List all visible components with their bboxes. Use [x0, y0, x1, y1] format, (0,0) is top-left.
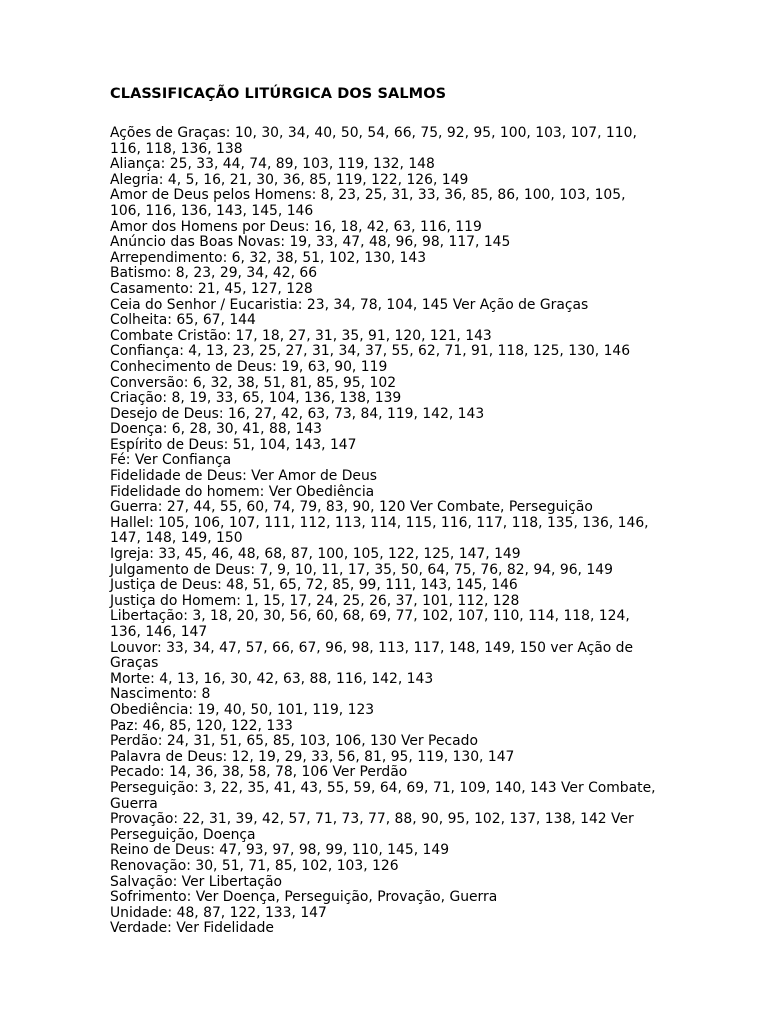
list-item: Alegria: 4, 5, 16, 21, 30, 36, 85, 119, 122, 126, 149 — [110, 171, 469, 188]
list-item: Salvação: Ver Libertação — [110, 873, 283, 890]
list-item: Fidelidade de Deus: Ver Amor de Deus — [110, 468, 377, 485]
list-item: Guerra: 27, 44, 55, 60, 74, 79, 83, 90, 120 Ver Combate, Perseguição — [110, 499, 593, 516]
list-item: Ações de Graças: 10, 30, 34, 40, 50, 54, 66, 75, 92, 95, 100, 103, 107, 110, 116, 118, 136, 138 — [110, 125, 637, 157]
list-item: Batismo: 8, 23, 29, 34, 42, 66 — [110, 265, 318, 282]
list-item: Nascimento: 8 — [110, 686, 211, 703]
list-item: Palavra de Deus: 12, 19, 29, 33, 56, 81, 95, 119, 130, 147 — [110, 748, 515, 765]
list-item: Morte: 4, 13, 16, 30, 42, 63, 88, 116, 142, 143 — [110, 670, 434, 687]
list-item: Ceia do Senhor / Eucaristia: 23, 34, 78, 104, 145 Ver Ação de Graças — [110, 296, 589, 313]
list-item: Fé: Ver Confiança — [110, 452, 232, 469]
list-item: Conhecimento de Deus: 19, 63, 90, 119 — [110, 358, 388, 375]
list-item: Obediência: 19, 40, 50, 101, 119, 123 — [110, 701, 375, 718]
list-item: Aliança: 25, 33, 44, 74, 89, 103, 119, 132, 148 — [110, 156, 435, 173]
list-item: Anúncio das Boas Novas: 19, 33, 47, 48, 96, 98, 117, 145 — [110, 234, 511, 251]
list-item: Julgamento de Deus: 7, 9, 10, 11, 17, 35, 50, 64, 75, 76, 82, 94, 96, 149 — [110, 561, 613, 578]
list-item: Libertação: 3, 18, 20, 30, 56, 60, 68, 69, 77, 102, 107, 110, 114, 118, 124, 136, 146, 147 — [110, 608, 630, 640]
list-item: Verdade: Ver Fidelidade — [110, 920, 274, 937]
list-item: Casamento: 21, 45, 127, 128 — [110, 280, 313, 297]
list-item: Desejo de Deus: 16, 27, 42, 63, 73, 84, 119, 142, 143 — [110, 405, 485, 422]
list-item: Amor de Deus pelos Homens: 8, 23, 25, 31, 33, 36, 85, 86, 100, 103, 105, 106, 116, 136, 143, 145, 146 — [110, 187, 626, 219]
list-item: Justiça de Deus: 48, 51, 65, 72, 85, 99, 111, 143, 145, 146 — [110, 577, 518, 594]
list-item: Justiça do Homem: 1, 15, 17, 24, 25, 26, 37, 101, 112, 128 — [110, 592, 520, 609]
list-item: Reino de Deus: 47, 93, 97, 98, 99, 110, 145, 149 — [110, 842, 450, 859]
list-item: Fidelidade do homem: Ver Obediência — [110, 483, 375, 500]
list-item: Espírito de Deus: 51, 104, 143, 147 — [110, 436, 357, 453]
list-item: Combate Cristão: 17, 18, 27, 31, 35, 91, 120, 121, 143 — [110, 327, 492, 344]
list-item: Confiança: 4, 13, 23, 25, 27, 31, 34, 37, 55, 62, 71, 91, 118, 125, 130, 146 — [110, 343, 631, 360]
list-item: Doença: 6, 28, 30, 41, 88, 143 — [110, 421, 322, 438]
list-item: Conversão: 6, 32, 38, 51, 81, 85, 95, 102 — [110, 374, 397, 391]
document-page — [110, 84, 658, 937]
list-item: Colheita: 65, 67, 144 — [110, 312, 256, 329]
list-item: Criação: 8, 19, 33, 65, 104, 136, 138, 139 — [110, 390, 402, 407]
list-item: Louvor: 33, 34, 47, 57, 66, 67, 96, 98, 113, 117, 148, 149, 150 ver Ação de Graças — [110, 639, 634, 672]
list-item: Pecado: 14, 36, 38, 58, 78, 106 Ver Perdão — [110, 764, 408, 781]
page-title: CLASSIFICAÇÃO LITÚRGICA DOS SALMOS — [110, 86, 447, 102]
list-item: Perdão: 24, 31, 51, 65, 85, 103, 106, 130 Ver Pecado — [110, 733, 478, 750]
list-item: Provação: 22, 31, 39, 42, 57, 71, 73, 77, 88, 90, 95, 102, 137, 138, 142 Ver Perseguição, Doença — [110, 811, 634, 843]
list-item: Renovação: 30, 51, 71, 85, 102, 103, 126 — [110, 857, 399, 874]
list-item: Igreja: 33, 45, 46, 48, 68, 87, 100, 105, 122, 125, 147, 149 — [110, 546, 521, 563]
entry-list — [110, 126, 658, 937]
list-item: Sofrimento: Ver Doença, Perseguição, Provação, Guerra — [110, 889, 498, 906]
list-item: Hallel: 105, 106, 107, 111, 112, 113, 114, 115, 116, 117, 118, 135, 136, 146, 147, 148, 149, 150 — [110, 514, 649, 547]
list-item: Perseguição: 3, 22, 35, 41, 43, 55, 59, 64, 69, 71, 109, 140, 143 Ver Combate, Guerra — [110, 779, 656, 812]
list-item: Amor dos Homens por Deus: 16, 18, 42, 63, 116, 119 — [110, 218, 482, 235]
list-item: Unidade: 48, 87, 122, 133, 147 — [110, 904, 327, 921]
list-item: Arrependimento: 6, 32, 38, 51, 102, 130, 143 — [110, 249, 427, 266]
list-item: Paz: 46, 85, 120, 122, 133 — [110, 717, 293, 734]
